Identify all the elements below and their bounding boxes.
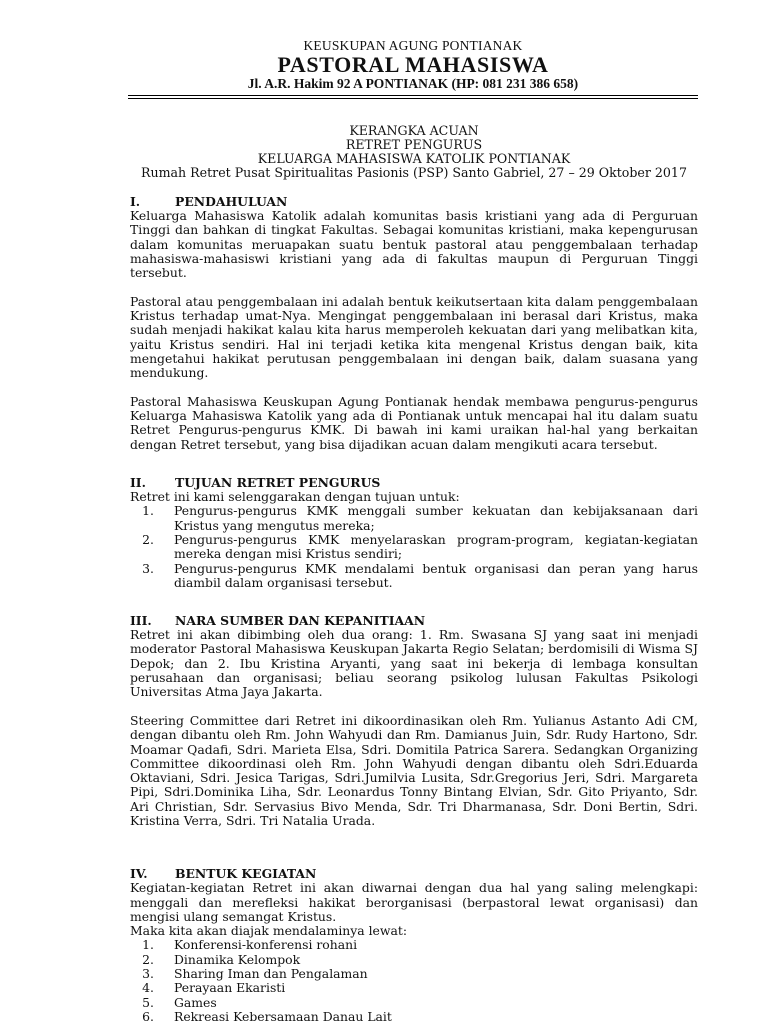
section-heading <box>130 866 698 881</box>
letterhead-name: PASTORAL MAHASISWA <box>277 52 549 77</box>
list-text: Sharing Iman dan Pengalaman <box>174 966 368 982</box>
paragraph: Steering Committee dari Retret ini dikoordinasikan oleh Rm. Yulianus Astanto Adi CM, dengan dibantu oleh Rm. John Wahyudi dan Rm. Damianus Juin, Sdr. Rudy Hartono, Sdr. Moamar Qadafi, Sdri. Marieta Elsa, Sdri. Domitila Patrica Sarera. Sedangkan Organizing Committee dikoordinasi oleh Rm. John Wahyudi dengan dibantu oleh Sdri.Eduarda Oktaviani, Sdri. Jesica Tarigas, Sdri.Jumilvia Lusita, Sdr.Gregorius Jeri, Sdri. Margareta Pipi, Sdri.Dominika Liha, Sdr. Leonardus Tonny Bintang Elvian, Sdr. Gito Priyanto, Sdr. Ari Christian, Sdr. Servasius Bivo Menda, Sdr. Tri Dharmanasa, Sdr. Doni Bertin, Sdri. Kristina Verra, Sdri. Tri Natalia Urada. <box>130 712 698 828</box>
numbered-list <box>130 938 698 1024</box>
paragraph: Pastoral atau penggembalaan ini adalah bentuk keikutsertaan kita dalam penggembalaan Kristus terhadap umat-Nya. Mengingat penggembalaan ini berasal dari Kristus, maka sudah menjadi hakikat kalau kita harus memperoleh kekuatan dari yang melibatkan kita, yaitu Kristus sendiri. Hal ini terjadi ketika kita mengenal Kristus dengan baik, kita mengetahui hakikat perutusan penggembalaan ini dengan baik, dalam suasana yang mendukung. <box>130 293 698 381</box>
list-number: 1. <box>142 937 154 953</box>
list-item <box>130 981 698 995</box>
section-title: TUJUAN RETRET PENGURUS <box>175 475 381 491</box>
paragraph: Retret ini akan dibimbing oleh dua orang: 1. Rm. Swasana SJ yang saat ini menjadi moderator Pastoral Mahasiswa Keuskupan Jakarta Regio Selatan; berdomisili di Wisma SJ Depok; dan 2. Ibu Kristina Aryanti, yang saat ini bekerja di lembaga konsultan perusahaan dan organisasi; beliau seorang psikolog lulusan Fakultas Psikologi Universitas Atma Jaya Jakarta. <box>130 627 698 700</box>
list-text: Dinamika Kelompok <box>174 951 301 967</box>
section-nara-sumber <box>130 613 698 828</box>
title-line-3: KELUARGA MAHASISWA KATOLIK PONTIANAK <box>257 151 571 166</box>
paragraph: Kegiatan-kegiatan Retret ini akan diwarnai dengan dua hal yang saling melengkapi: menggali dan merefleksi hakikat berorganisasi (berpastoral lewat organisasi) dan mengisi ulang semangat Kristus. <box>130 880 698 924</box>
section-number: I. <box>130 194 141 209</box>
list-number: 2. <box>142 531 154 547</box>
list-number: 3. <box>142 966 154 982</box>
list-item <box>130 533 698 562</box>
section-number: III. <box>130 613 152 629</box>
title-line-4: Rumah Retret Pusat Spiritualitas Pasionis (PSP) Santo Gabriel, 27 – 29 Oktober 2017 <box>141 165 687 180</box>
list-item <box>130 967 698 981</box>
list-number: 2. <box>142 951 154 967</box>
section-number: IV. <box>130 866 148 882</box>
list-item <box>130 562 698 591</box>
list-number: 4. <box>142 980 154 996</box>
section-bentuk-kegiatan <box>130 866 698 1024</box>
list-number: 1. <box>142 503 154 519</box>
section-heading <box>130 194 698 209</box>
list-number: 5. <box>142 994 154 1010</box>
list-number: 6. <box>142 1008 154 1024</box>
letterhead-org: KEUSKUPAN AGUNG PONTIANAK <box>303 38 523 53</box>
list-text: Perayaan Ekaristi <box>174 980 286 996</box>
paragraph: Maka kita akan diajak mendalaminya lewat: <box>130 923 408 939</box>
section-title: PENDAHULUAN <box>175 194 288 209</box>
list-item <box>130 938 698 952</box>
letterhead <box>128 38 698 99</box>
letterhead-divider <box>128 98 698 99</box>
list-item <box>130 504 698 533</box>
list-text: Konferensi-konferensi rohani <box>174 937 358 953</box>
section-heading <box>130 475 698 490</box>
list-number: 3. <box>142 560 154 576</box>
section-title: NARA SUMBER DAN KEPANITIAAN <box>175 613 426 629</box>
list-text: Pengurus-pengurus KMK mendalami bentuk organisasi dan peran yang harus diambil dalam organisasi tersebut. <box>174 560 698 590</box>
paragraph: Pastoral Mahasiswa Keuskupan Agung Pontianak hendak membawa pengurus-pengurus Keluarga Mahasiswa Katolik yang ada di Pontianak untuk mencapai hal itu dalam suatu Retret Pengurus-pengurus KMK. Di bawah ini kami uraikan hal-hal yang berkaitan dengan Retret tersebut, yang bisa dijadikan acuan dalam mengikuti acara tersebut. <box>130 393 698 452</box>
section-number: II. <box>130 475 146 491</box>
list-item <box>130 1010 698 1024</box>
paragraph: Retret ini kami selenggarakan dengan tujuan untuk: <box>130 489 460 505</box>
section-heading <box>130 613 698 628</box>
title-line-1: KERANGKA ACUAN <box>349 123 479 138</box>
numbered-list <box>130 504 698 590</box>
list-item <box>130 953 698 967</box>
list-text: Pengurus-pengurus KMK menyelaraskan program-program, kegiatan-kegiatan mereka dengan misi Kristus sendiri; <box>174 531 698 562</box>
title-line-2: RETRET PENGURUS <box>345 137 483 152</box>
section-tujuan <box>130 475 698 590</box>
section-pendahuluan <box>130 194 698 452</box>
list-item <box>130 996 698 1010</box>
list-text: Rekreasi Kebersamaan Danau Lait <box>174 1008 392 1024</box>
section-title: BENTUK KEGIATAN <box>175 866 317 882</box>
list-text: Games <box>174 994 217 1010</box>
letterhead-address: Jl. A.R. Hakim 92 A PONTIANAK (HP: 081 231 386 658) <box>128 76 698 96</box>
document-titles <box>130 124 698 180</box>
list-text: Pengurus-pengurus KMK menggali sumber kekuatan dan kebijaksanaan dari Kristus yang mengutus mereka; <box>174 503 698 533</box>
paragraph: Keluarga Mahasiswa Katolik adalah komunitas basis kristiani yang ada di Perguruan Tinggi dan bahkan di tingkat Fakultas. Sebagai komunitas kristiani, maka kepengurusan dalam komunitas meruapakan suatu bentuk pastoral atau penggembalaan terhadap mahasiswa-mahasiswi kristiani yang ada di fakultas maupun di Perguruan Tinggi tersebut. <box>130 208 698 281</box>
